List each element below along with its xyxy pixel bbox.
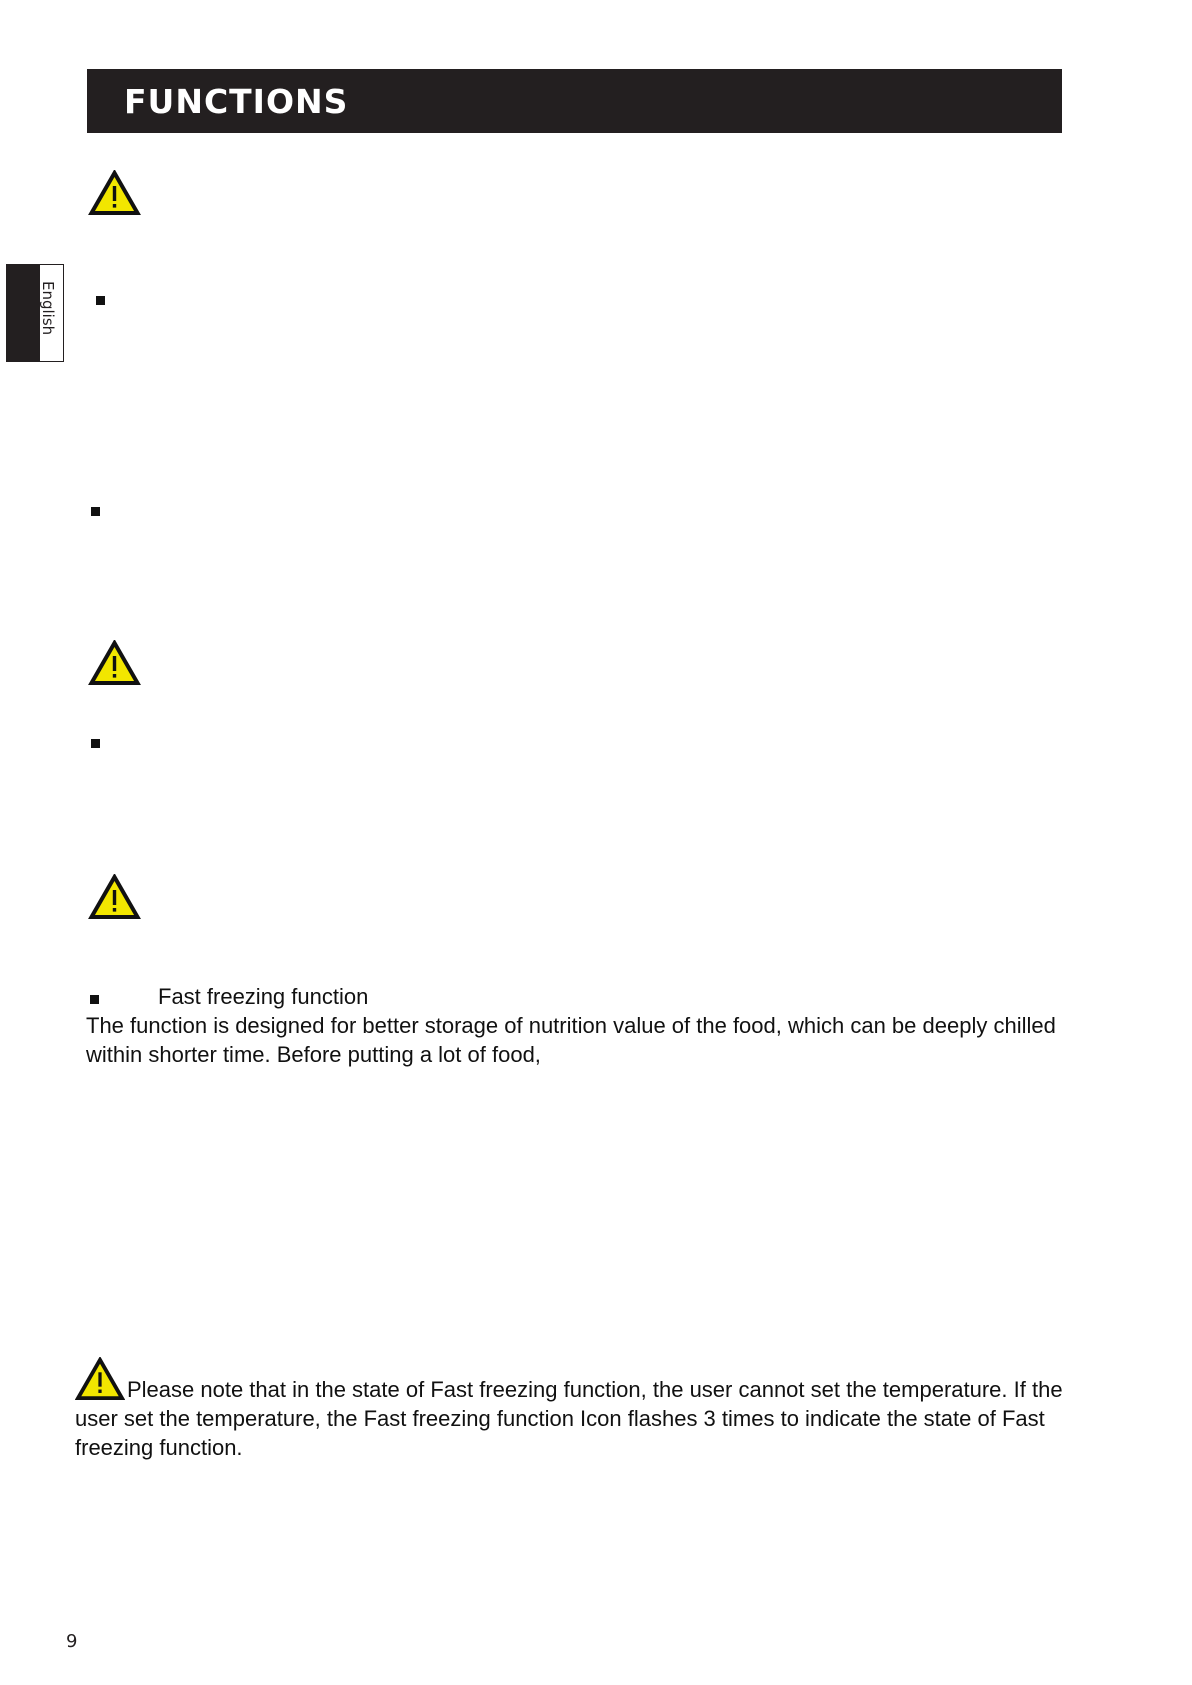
square-bullet-icon <box>91 507 100 516</box>
warning-triangle-icon <box>88 874 141 920</box>
square-bullet-icon <box>96 296 105 305</box>
warning-triangle-icon <box>75 1357 125 1401</box>
warning-triangle-icon <box>88 170 141 216</box>
section-header-bar <box>87 69 1062 133</box>
page-title: FUNCTIONS <box>124 81 349 121</box>
square-bullet-icon <box>91 739 100 748</box>
language-label: English <box>39 281 57 336</box>
fast-freezing-heading: Fast freezing function <box>158 984 369 1009</box>
fast-freezing-description: The function is designed for better storage of nutrition value of the food, which can be deeply chilled within shorter time. Before putting a lot of food, <box>86 1013 1056 1067</box>
fast-freezing-note <box>75 1357 1070 1462</box>
note-text: Please note that in the state of Fast freezing function, the user cannot set the temperature. If the user set the temperature, the Fast freezing function Icon flashes 3 times to indicate the state of Fast freezing function. <box>75 1377 1063 1460</box>
warning-triangle-icon <box>88 640 141 686</box>
square-bullet-icon <box>90 995 99 1004</box>
page-number: 9 <box>66 1631 78 1652</box>
